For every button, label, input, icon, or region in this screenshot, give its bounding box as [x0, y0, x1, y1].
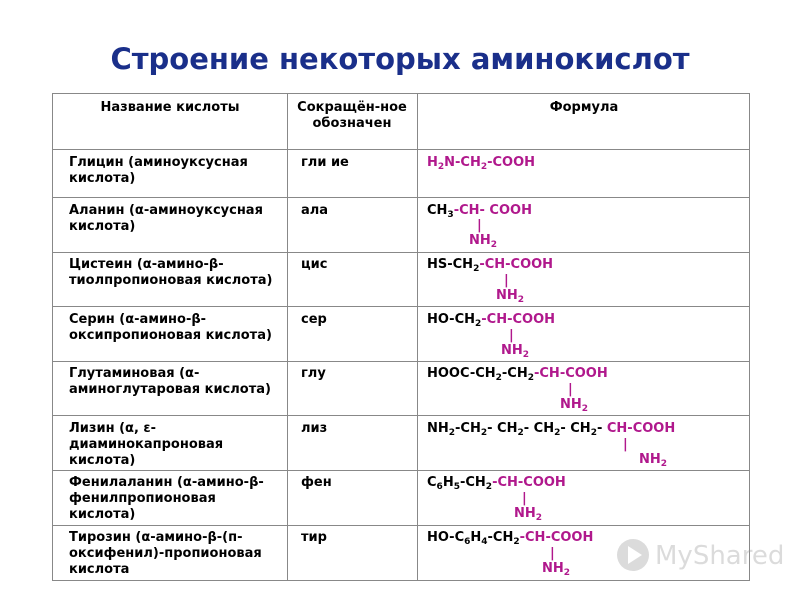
- column-divider: [417, 94, 418, 580]
- bond-line: |: [623, 437, 628, 452]
- formula-glycine: $H_2N-CH_2$-COOH: [427, 155, 536, 171]
- row-abbreviation: тир: [301, 530, 327, 545]
- row-name: Тирозин (α-амино-β-(п-оксифенил)-пропионовая кислота: [69, 530, 262, 577]
- bond-line: |: [509, 328, 514, 343]
- amino-group: $NH_2$: [514, 506, 543, 522]
- bond-line: |: [568, 382, 573, 397]
- row-name: Аланин (α-аминоуксусная кислота): [69, 203, 263, 234]
- bond-line: |: [504, 273, 509, 288]
- formula-serine: $HO-CH_2-CH$-COOH: [427, 312, 555, 328]
- row-abbreviation: гли ие: [301, 155, 349, 170]
- formula-tyrosine: $HO-C_6H_4-CH_2-CH$-COOH: [427, 530, 594, 546]
- row-abbreviation: фен: [301, 475, 332, 490]
- formula-lysine: $NH_2-CH_2-$ $CH_2-$ $CH_2-$ $CH_2-$ CH-COOH: [427, 421, 676, 437]
- formula-cysteine: $HS-CH_2-CH$-COOH: [427, 257, 554, 273]
- row-abbreviation: сер: [301, 312, 327, 327]
- amino-group: $NH_2$: [560, 397, 589, 413]
- amino-group: $NH_2$: [469, 233, 498, 249]
- watermark-text: MyShared: [655, 541, 785, 571]
- header-name: Название кислоты: [100, 100, 240, 115]
- row-divider: [53, 415, 749, 416]
- formula-alanine: $CH_3-CH-$ COOH: [427, 203, 532, 219]
- formula-glutamic: HOOC-$CH_2-CH_2-CH$-COOH: [427, 366, 608, 382]
- header-abbreviation: Сокращён-ное обозначен: [297, 100, 407, 131]
- row-divider: [53, 361, 749, 362]
- amino-group: $NH_2$: [542, 561, 571, 577]
- watermark-logo: [615, 537, 785, 577]
- row-divider: [53, 149, 749, 150]
- amino-group: $NH_2$: [496, 288, 525, 304]
- column-divider: [287, 94, 288, 580]
- row-divider: [53, 525, 749, 526]
- row-divider: [53, 197, 749, 198]
- amino-group: $NH_2$: [501, 343, 530, 359]
- row-abbreviation: глу: [301, 366, 326, 381]
- row-name: Глутаминовая (α-аминоглутаровая кислота): [69, 366, 271, 397]
- row-abbreviation: ала: [301, 203, 329, 218]
- row-name: Лизин (α, ε-диаминокапроновая кислота): [69, 421, 224, 468]
- play-icon: [615, 537, 651, 573]
- page-title: Строение некоторых аминокислот: [110, 42, 690, 76]
- bond-line: |: [550, 546, 555, 561]
- header-formula: Формула: [549, 100, 619, 115]
- bond-line: |: [522, 491, 527, 506]
- row-abbreviation: цис: [301, 257, 328, 272]
- row-divider: [53, 306, 749, 307]
- formula-phenylalanine: $C_6H_5-CH_2-CH$-COOH: [427, 475, 566, 491]
- row-abbreviation: лиз: [301, 421, 328, 436]
- bond-line: |: [477, 218, 482, 233]
- row-name: Серин (α-амино-β-оксипропионовая кислота): [69, 312, 272, 343]
- row-divider: [53, 470, 749, 471]
- row-divider: [53, 252, 749, 253]
- row-name: Фенилаланин (α-амино-β-фенилпропионовая кислота): [69, 475, 264, 522]
- row-name: Глицин (аминоуксусная кислота): [69, 155, 248, 186]
- row-name: Цистеин (α-амино-β-тиолпропионовая кислота): [69, 257, 273, 288]
- amino-group: $NH_2$: [639, 452, 668, 468]
- amino-acid-table: [52, 93, 750, 581]
